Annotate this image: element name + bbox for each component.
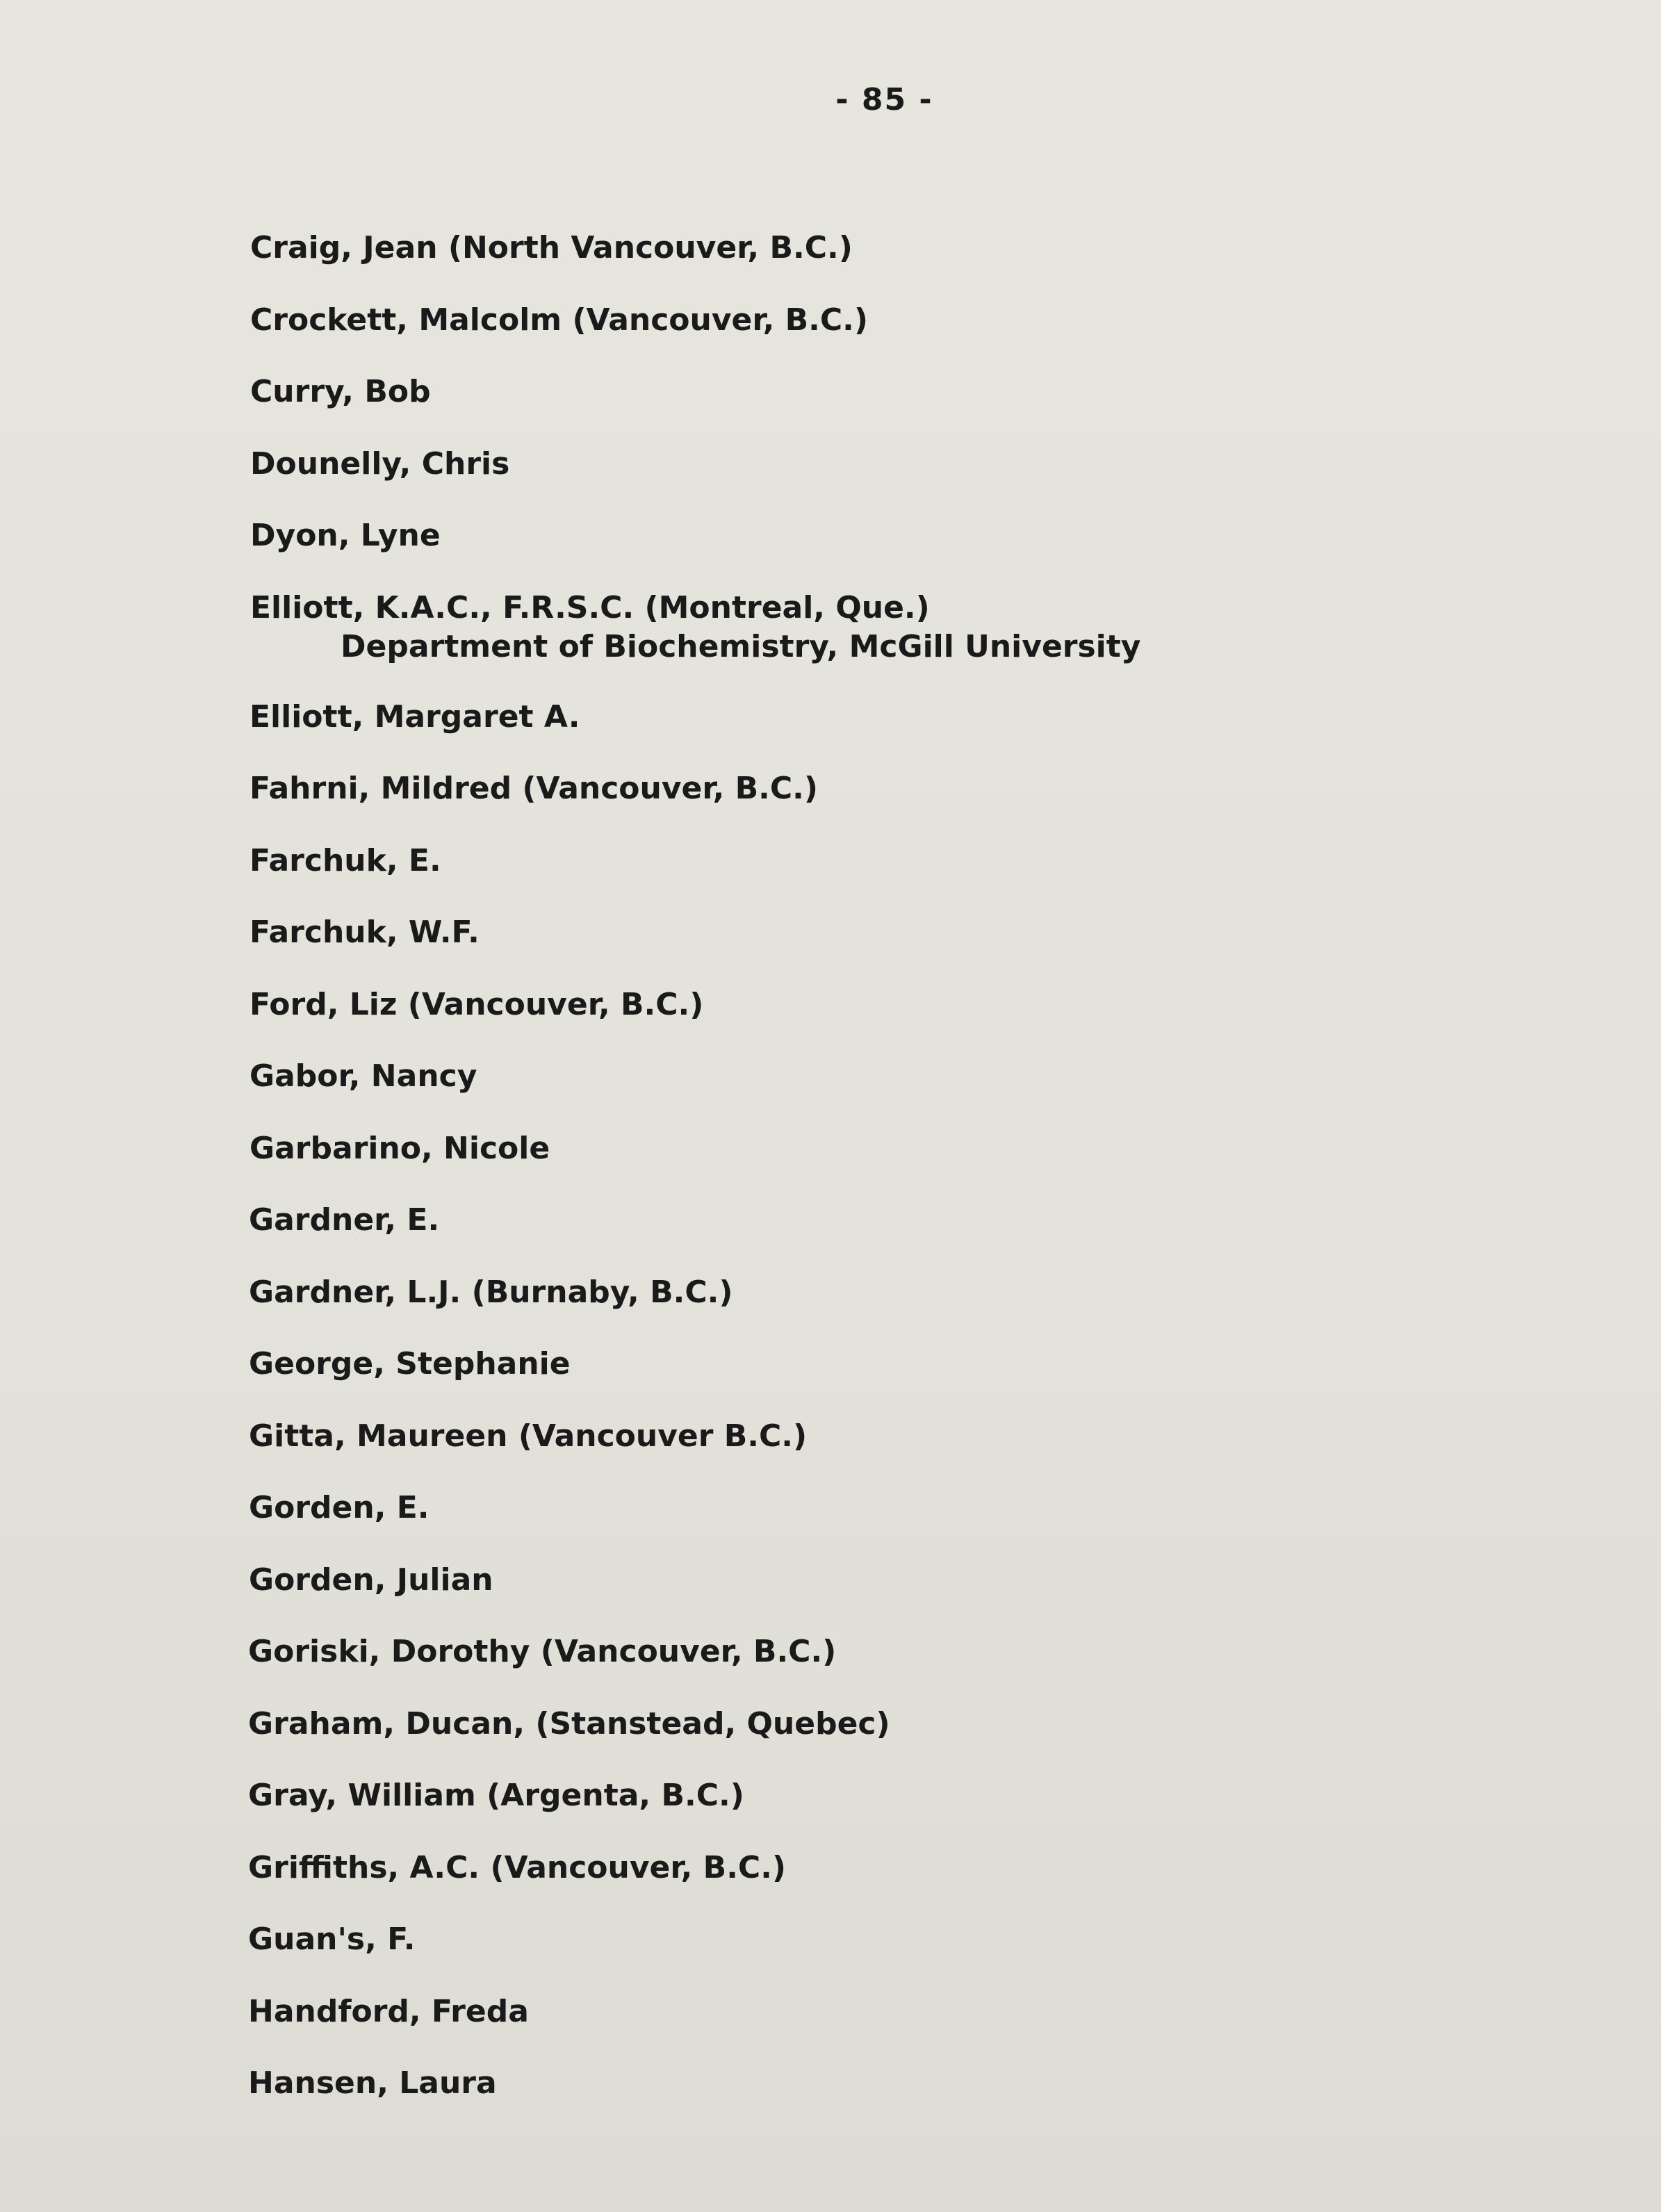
list-item (249, 1341, 1569, 1414)
list-item (249, 1197, 1569, 1270)
list-item (250, 441, 1571, 514)
list-item (249, 982, 1570, 1054)
entry-name: Elliott, K.A.C., F.R.S.C. (Montreal, Que.) (250, 589, 930, 625)
list-item (249, 1414, 1569, 1486)
list-item (248, 1629, 1569, 1701)
list-item (250, 513, 1571, 585)
list-item (250, 369, 1571, 441)
list-item (249, 910, 1570, 982)
list-item (249, 1054, 1570, 1126)
list-item (250, 225, 1571, 297)
entry-name: Griffiths, A.C. (Vancouver, B.C.) (248, 1849, 787, 1885)
entry-name: Ford, Liz (Vancouver, B.C.) (249, 986, 704, 1022)
list-item (249, 1557, 1569, 1630)
entry-name: Fahrni, Mildred (Vancouver, B.C.) (249, 771, 818, 806)
entry-name: Dyon, Lyne (250, 518, 441, 553)
list-item (249, 1485, 1569, 1557)
page-number: - 85 - (835, 82, 933, 117)
entry-name: Guan's, F. (248, 1922, 416, 1957)
list-item (249, 1126, 1570, 1198)
list-item (250, 297, 1571, 370)
entry-name: Dounelly, Chris (250, 445, 510, 482)
entry-name: Farchuk, E. (249, 842, 441, 878)
list-item (249, 766, 1570, 838)
entry-name: Gitta, Maureen (Vancouver B.C.) (249, 1418, 808, 1454)
entry-name: Gorden, Julian (249, 1562, 493, 1598)
list-item (248, 1917, 1569, 1989)
entry-name: Craig, Jean (North Vancouver, B.C.) (250, 230, 853, 265)
entry-name: George, Stephanie (249, 1346, 571, 1382)
entry-name: Farchuk, W.F. (249, 915, 480, 950)
entry-name: Gardner, L.J. (Burnaby, B.C.) (249, 1274, 733, 1310)
entry-name: Hansen, Laura (248, 2065, 497, 2101)
entry-name: Handford, Freda (248, 1993, 529, 2029)
entry-name: Gardner, E. (249, 1202, 440, 1238)
list-item (248, 1845, 1569, 1917)
entry-name: Elliott, Margaret A. (249, 698, 580, 735)
entry-name: Gabor, Nancy (249, 1058, 477, 1094)
list-item (249, 838, 1570, 910)
list-item (248, 1773, 1569, 1845)
entry-name: Curry, Bob (250, 374, 431, 409)
list-item (249, 1270, 1569, 1342)
list-item (249, 694, 1570, 767)
entry-name: Gorden, E. (249, 1490, 429, 1525)
list-item (250, 585, 1571, 694)
list-item (248, 1989, 1569, 2061)
list-item (248, 1701, 1569, 1773)
list-item (248, 2061, 1569, 2133)
name-list (250, 225, 1571, 2133)
entry-name: Gray, William (Argenta, B.C.) (248, 1778, 744, 1813)
entry-affiliation: Department of Biochemistry, McGill University (341, 628, 1141, 664)
entry-name: Graham, Ducan, (Stanstead, Quebec) (248, 1705, 890, 1742)
entry-name: Garbarino, Nicole (249, 1130, 550, 1166)
entry-name: Crockett, Malcolm (Vancouver, B.C.) (250, 302, 869, 338)
entry-name: Goriski, Dorothy (Vancouver, B.C.) (248, 1634, 837, 1669)
